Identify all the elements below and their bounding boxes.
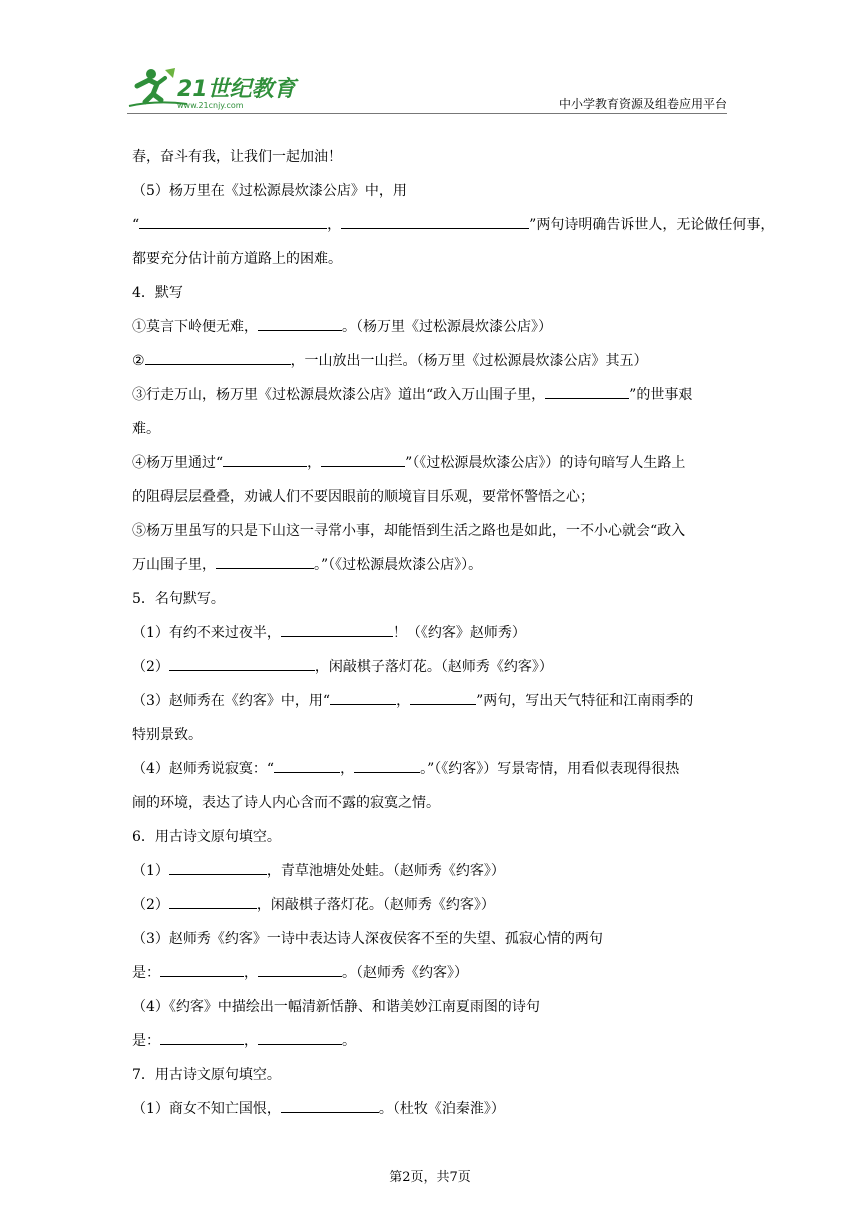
text-line (132, 1058, 730, 1092)
line-text: ”两句，写出天气特征和江南雨季的 (476, 693, 694, 709)
text-line (132, 412, 730, 446)
text-line (132, 446, 730, 480)
line-text: ”的世事艰 (629, 387, 693, 403)
line-text: ， (396, 693, 411, 709)
line-text: ，一山放出一山拦。（杨万里《过松源晨炊漆公店》其五） (290, 353, 648, 369)
line-text: 。（杜牧《泊秦淮》） (378, 1101, 505, 1117)
text-line (132, 208, 775, 242)
fill-in-blank[interactable] (545, 383, 629, 399)
platform-name: 中小学教育资源及组卷应用平台 (558, 97, 727, 111)
line-text: 闹的环境，表达了诗人内心含而不露的寂寞之情。 (132, 795, 440, 811)
line-text: 。（赵师秀《约客》） (342, 965, 468, 981)
line-text: ， (244, 965, 258, 981)
line-text: 的阻碍层层叠叠，劝诫人们不要因眼前的顺境盲目乐观，要常怀警悟之心； (132, 489, 594, 505)
text-line (132, 242, 730, 276)
line-text: ⑤杨万里虽写的只是下山这一寻常小事，却能悟到生活之路也是如此，一不小心就会“政入 (132, 523, 686, 539)
text-line (132, 616, 730, 650)
svg-text:www.21cnjy.com: www.21cnjy.com (177, 101, 244, 110)
fill-in-blank[interactable] (223, 451, 307, 467)
line-text: ， (340, 761, 355, 777)
fill-in-blank[interactable] (169, 655, 315, 671)
text-line (132, 582, 730, 616)
line-text: 。（杨万里《过松源晨炊漆公店》） (342, 319, 552, 335)
line-text: 是： (132, 965, 160, 981)
text-line (132, 990, 730, 1024)
line-text: ，闲敲棋子落灯花。（赵师秀《约客》） (314, 659, 553, 675)
text-line (132, 956, 730, 990)
line-text: ， (244, 1033, 258, 1049)
text-line (132, 378, 730, 412)
page-header (127, 62, 727, 117)
fill-in-blank[interactable] (139, 213, 327, 229)
text-line (132, 786, 730, 820)
text-line (132, 310, 730, 344)
line-text: （5）杨万里在《过松源晨炊漆公店》中，用 (132, 183, 407, 199)
fill-in-blank[interactable] (169, 859, 267, 875)
fill-in-blank[interactable] (330, 689, 396, 705)
text-line (132, 752, 730, 786)
text-line (132, 820, 730, 854)
fill-in-blank[interactable] (354, 757, 420, 773)
line-text: 。”（《约客》）写景寄情，用看似表现得很热 (420, 761, 680, 777)
line-text: （1）有约不来过夜半， (132, 625, 281, 641)
text-line (132, 684, 730, 718)
fill-in-blank[interactable] (281, 621, 393, 637)
text-line (132, 480, 730, 514)
fill-in-blank[interactable] (258, 315, 342, 331)
line-text: “ (132, 217, 140, 233)
text-line (132, 1092, 730, 1126)
fill-in-blank[interactable] (145, 349, 291, 365)
fill-in-blank[interactable] (410, 689, 476, 705)
line-text: 都要充分估计前方道路上的困难。 (132, 251, 342, 267)
line-text: ， (307, 455, 322, 471)
line-text: 。 (342, 1033, 356, 1049)
line-text: ，闲敲棋子落灯花。（赵师秀《约客》） (256, 897, 495, 913)
line-text: （2） (132, 659, 169, 675)
document-body (132, 140, 775, 1126)
text-line (132, 854, 730, 888)
line-text: 万山围子里， (132, 557, 216, 573)
svg-text:21世纪教育: 21世纪教育 (177, 77, 296, 102)
fill-in-blank[interactable] (160, 961, 244, 977)
line-text: 6．用古诗文原句填空。 (132, 829, 281, 845)
line-text: 特别景致。 (132, 727, 202, 743)
line-text: ③行走万山，杨万里《过松源晨炊漆公店》道出“政入万山围子里， (132, 387, 546, 403)
text-line (132, 888, 730, 922)
line-text: ④杨万里通过“ (132, 455, 224, 471)
page-number: 第2页，共7页 (389, 1170, 471, 1185)
fill-in-blank[interactable] (281, 1097, 379, 1113)
fill-in-blank[interactable] (321, 451, 405, 467)
text-line (132, 174, 730, 208)
line-text: ①莫言下岭便无难， (132, 319, 258, 335)
line-text: ”（《过松源晨炊漆公店》）的诗句暗写人生路上 (405, 455, 686, 471)
text-line (132, 718, 730, 752)
fill-in-blank[interactable] (216, 553, 314, 569)
fill-in-blank[interactable] (160, 1029, 244, 1045)
text-line (132, 276, 730, 310)
line-text: ② (132, 353, 145, 369)
fill-in-blank[interactable] (341, 213, 529, 229)
line-text: 。”（《过松源晨炊漆公店》）。 (314, 557, 483, 573)
fill-in-blank[interactable] (169, 893, 257, 909)
fill-in-blank[interactable] (258, 961, 342, 977)
line-text: （1） (132, 863, 169, 879)
line-text: （2） (132, 897, 169, 913)
text-line (132, 922, 730, 956)
line-text: 春，奋斗有我，让我们一起加油！ (132, 149, 342, 165)
line-text: ！（《约客》赵师秀） (392, 625, 526, 641)
line-text: 是： (132, 1033, 160, 1049)
fill-in-blank[interactable] (258, 1029, 342, 1045)
line-text: （3）赵师秀《约客》一诗中表达诗人深夜侯客不至的失望、孤寂心情的两句 (132, 931, 603, 947)
line-text: （4）《约客》中描绘出一幅清新恬静、和谐美妙江南夏雨图的诗句 (132, 999, 540, 1015)
fill-in-blank[interactable] (274, 757, 340, 773)
line-text: （4）赵师秀说寂寞：“ (132, 761, 275, 777)
line-text: 5．名句默写。 (132, 591, 225, 607)
line-text: ”两句诗明确告诉世人，无论做任何事， (529, 217, 775, 233)
text-line (132, 344, 730, 378)
text-line (132, 140, 730, 174)
line-text: （1）商女不知亡国恨， (132, 1101, 281, 1117)
text-line (132, 650, 730, 684)
line-text: ，青草池塘处处蛙。（赵师秀《约客》） (266, 863, 505, 879)
line-text: 4．默写 (132, 285, 183, 301)
line-text: 7．用古诗文原句填空。 (132, 1067, 281, 1083)
line-text: 难。 (132, 421, 160, 437)
line-text: （3）赵师秀在《约客》中，用“ (132, 693, 331, 709)
header-divider (127, 113, 727, 114)
text-line (132, 514, 730, 548)
text-line (132, 1024, 730, 1058)
line-text: ， (327, 217, 342, 233)
21cnjy-logo (127, 64, 307, 112)
text-line (132, 548, 730, 582)
